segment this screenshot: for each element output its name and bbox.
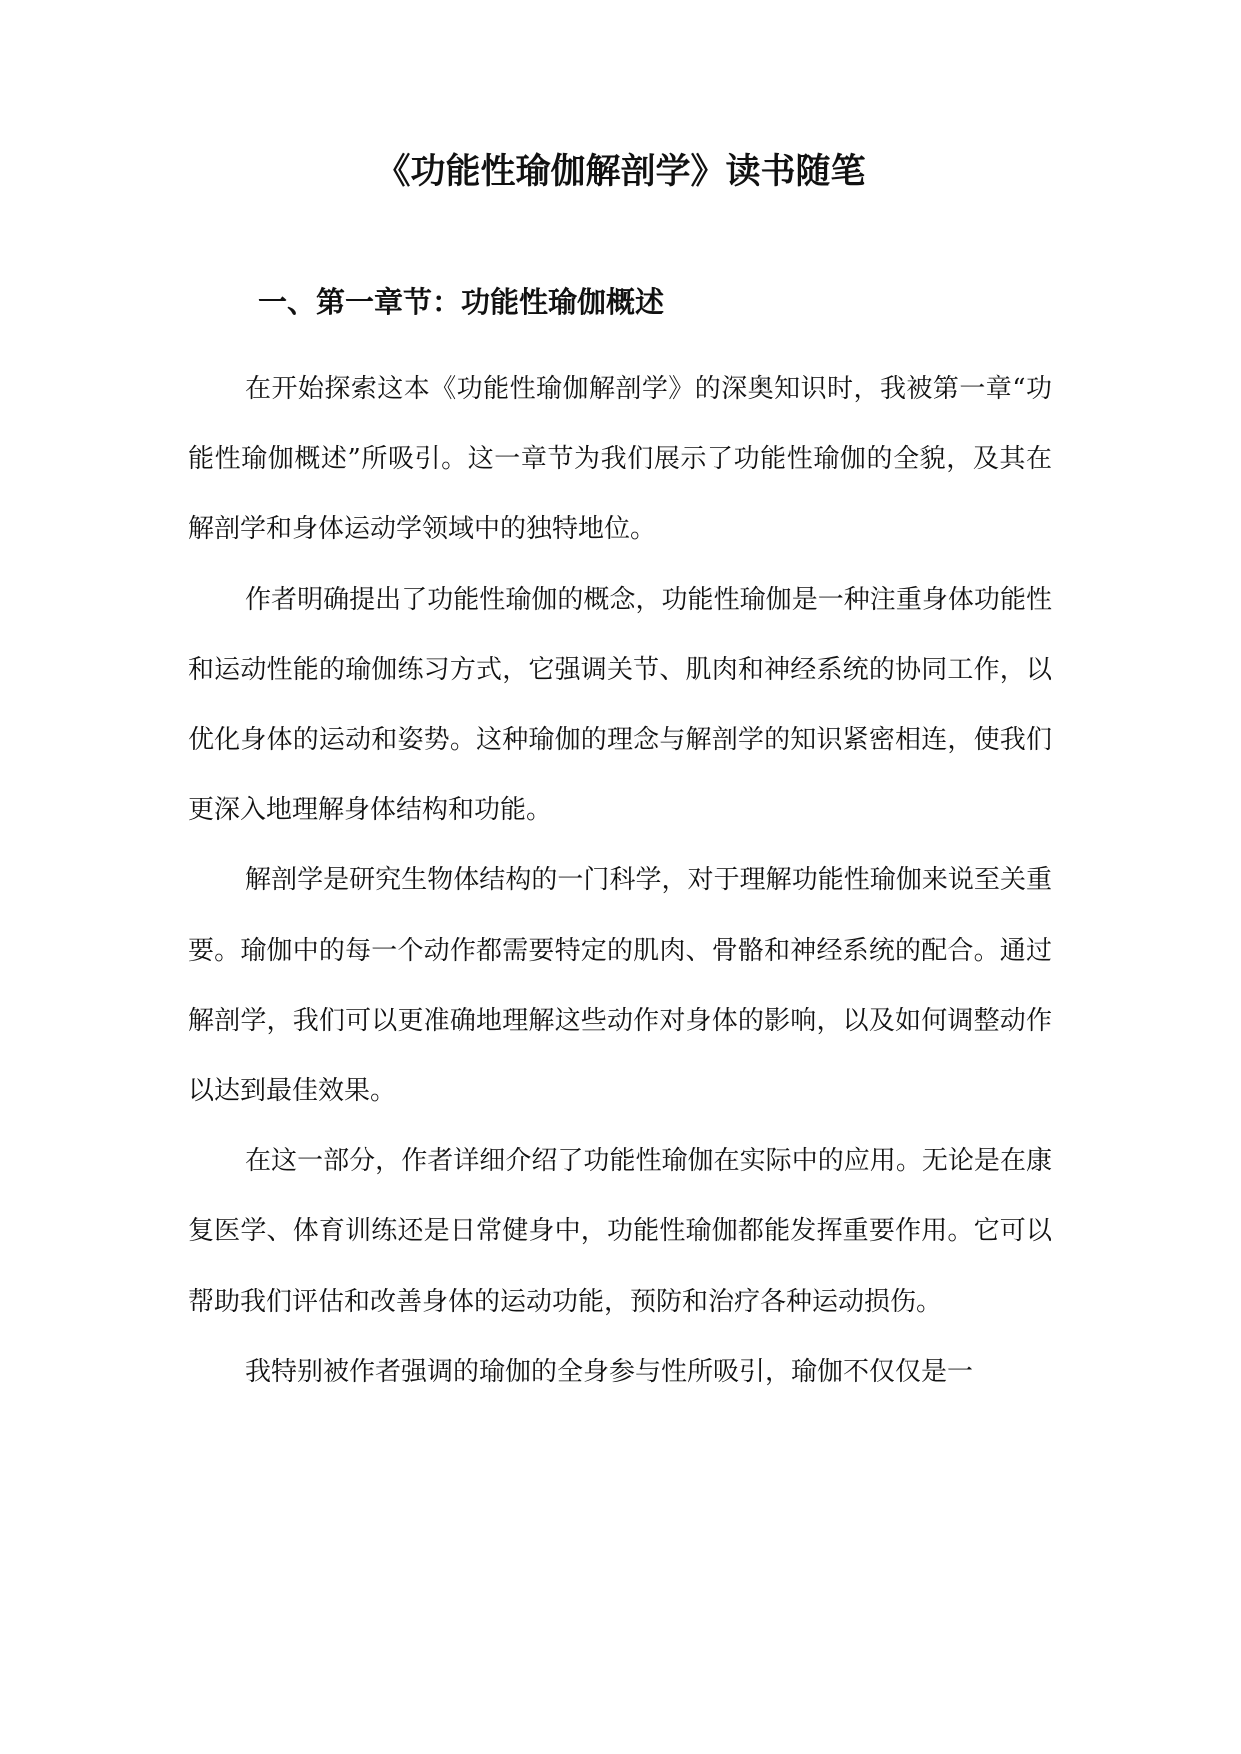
paragraph: 在开始探索这本《功能性瑜伽解剖学》的深奥知识时，我被第一章“功能性瑜伽概述”所吸引。这一章节为我们展示了功能性瑜伽的全貌，及其在解剖学和身体运动学领域中的独特地位。 <box>188 374 1052 545</box>
paragraph: 作者明确提出了功能性瑜伽的概念，功能性瑜伽是一种注重身体功能性和运动性能的瑜伽练习方式，它强调关节、肌肉和神经系统的协同工作，以优化身体的运动和姿势。这种瑜伽的理念与解剖学的知识紧密相连，使我们更深入地理解身体结构和功能。 <box>188 584 1052 826</box>
section-heading: 一、第一章节：功能性瑜伽概述 <box>258 285 665 319</box>
paragraph: 我特别被作者强调的瑜伽的全身参与性所吸引，瑜伽不仅仅是一 <box>245 1356 974 1387</box>
document-title: 《功能性瑜伽解剖学》读书随笔 <box>375 152 866 192</box>
body-text <box>188 354 1052 1407</box>
paragraph: 在这一部分，作者详细介绍了功能性瑜伽在实际中的应用。无论是在康复医学、体育训练还是日常健身中，功能性瑜伽都能发挥重要作用。它可以帮助我们评估和改善身体的运动功能，预防和治疗各种运动损伤。 <box>188 1146 1052 1317</box>
paragraph: 解剖学是研究生物体结构的一门科学，对于理解功能性瑜伽来说至关重要。瑜伽中的每一个动作都需要特定的肌肉、骨骼和神经系统的配合。通过解剖学，我们可以更准确地理解这些动作对身体的影响，以及如何调整动作以达到最佳效果。 <box>188 865 1052 1107</box>
